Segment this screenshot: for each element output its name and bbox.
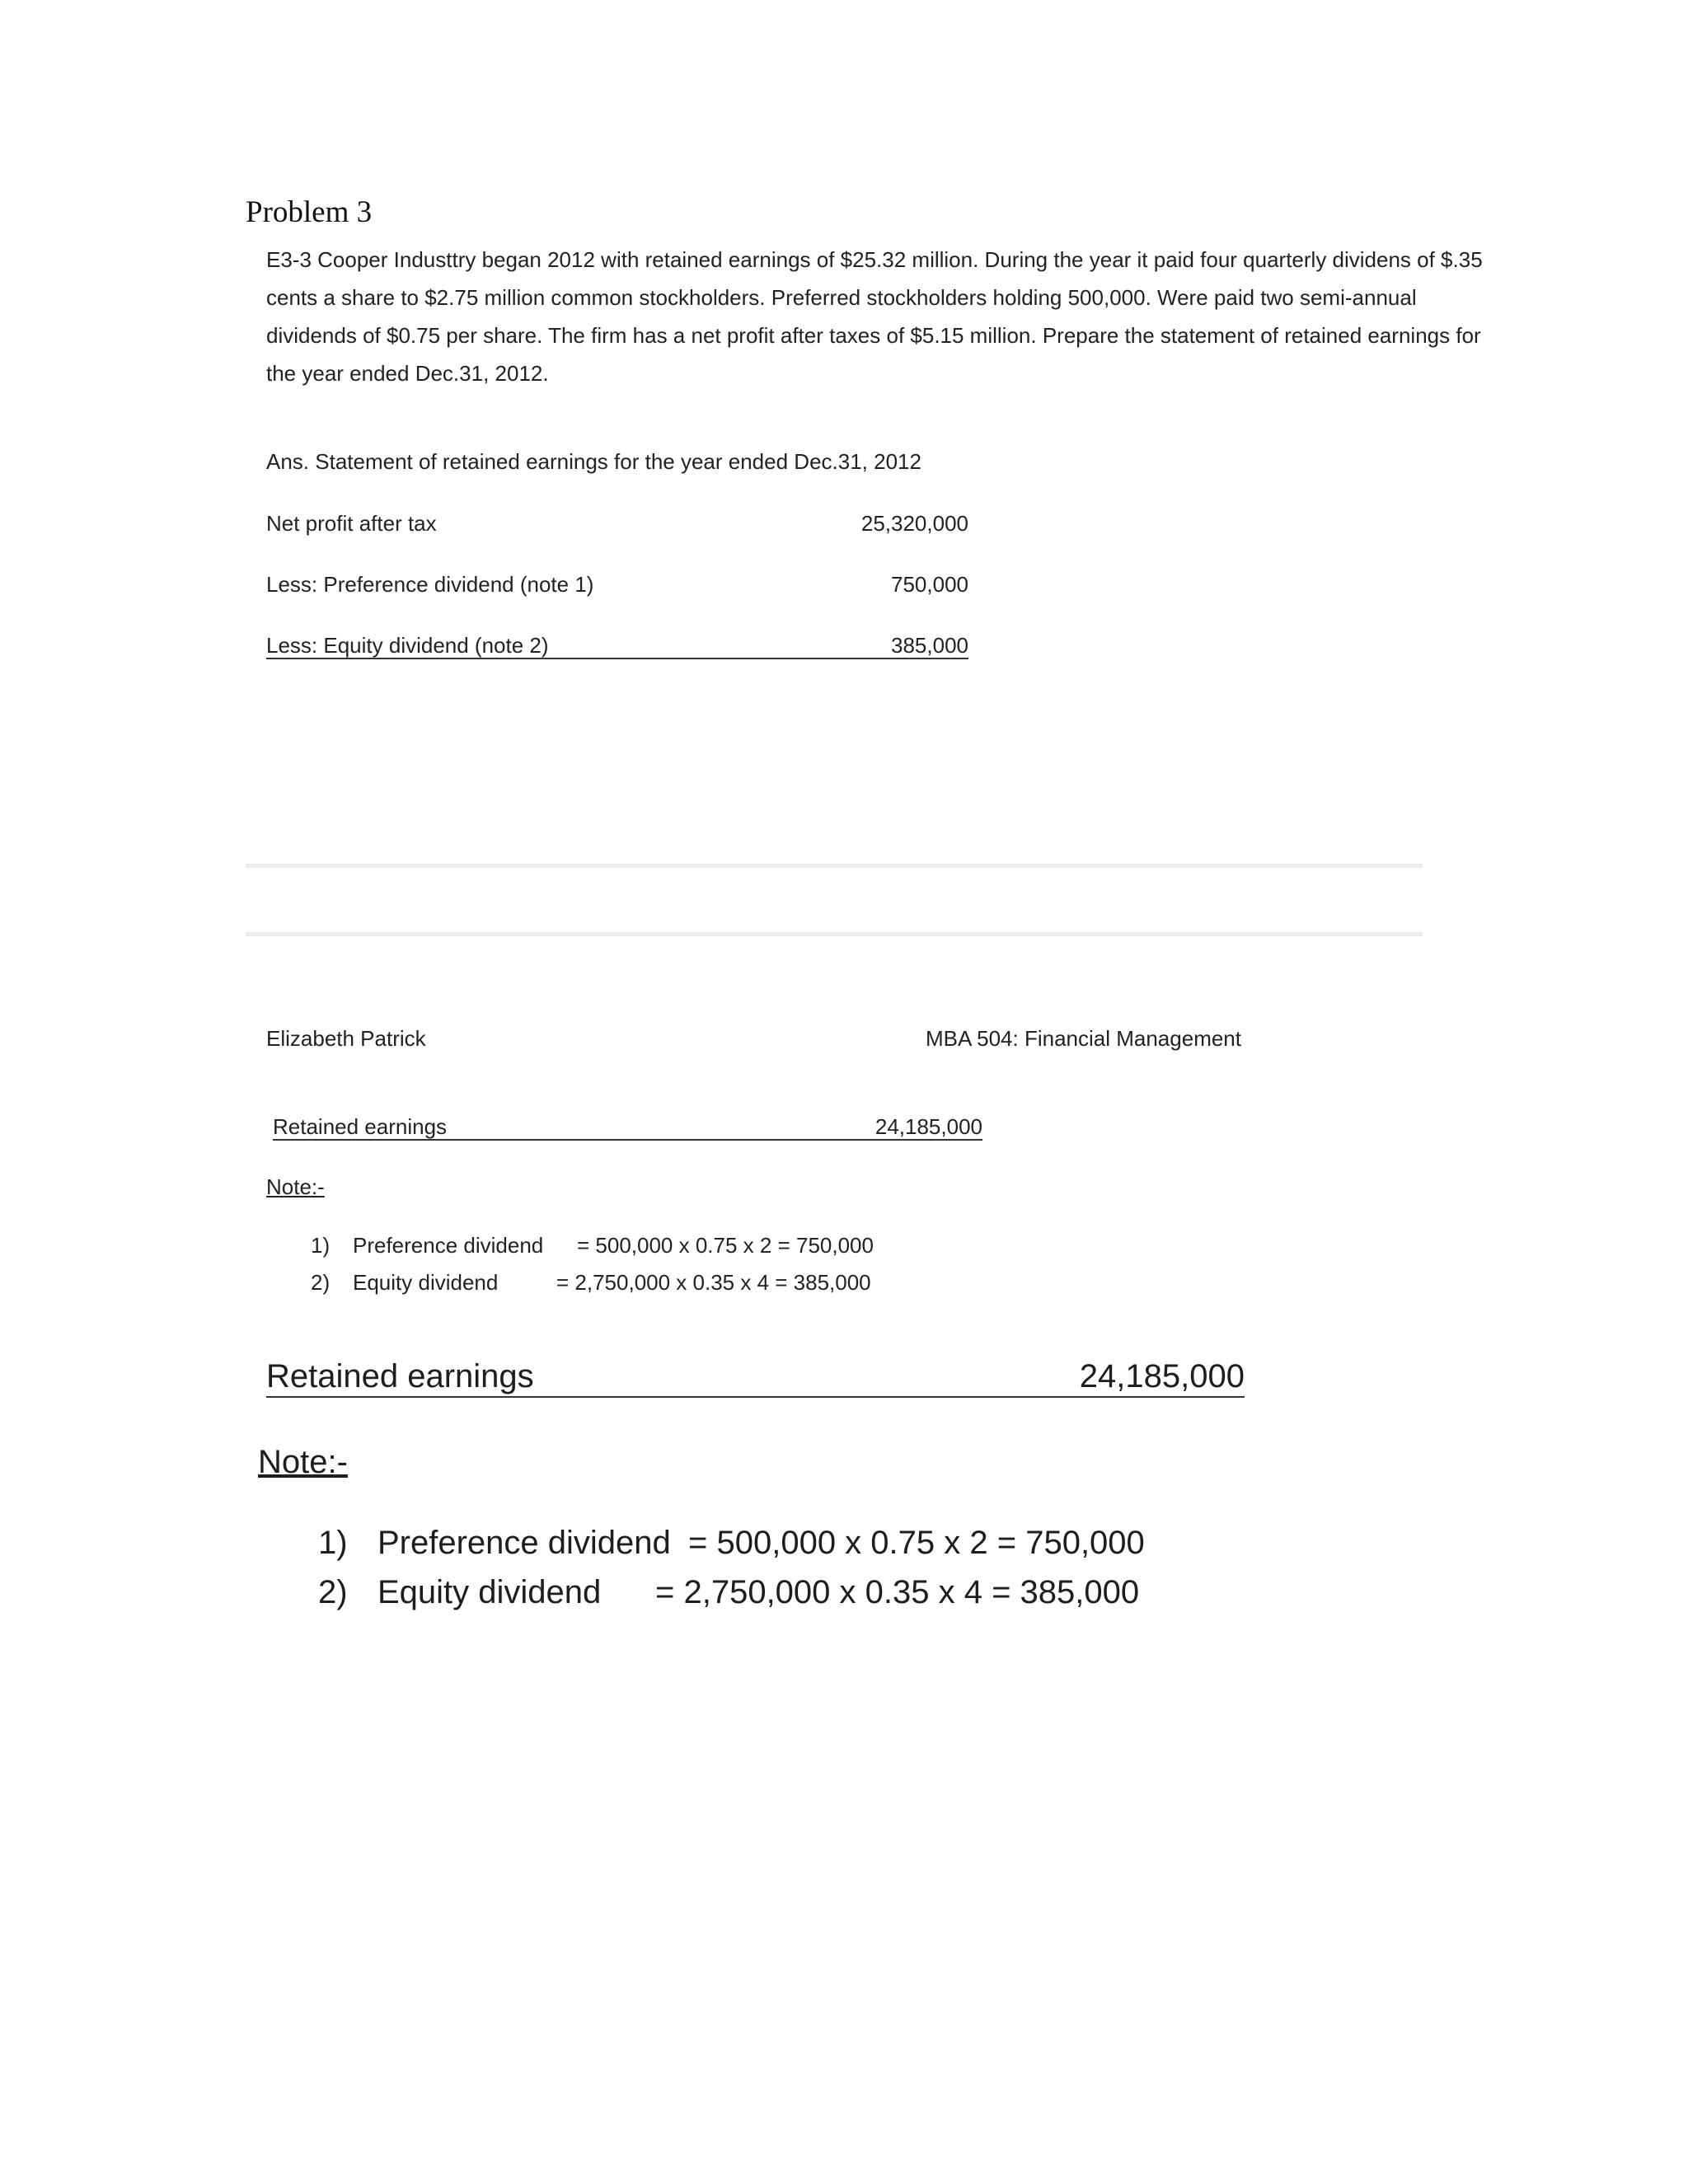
retained-earnings-value: 24,185,000 <box>874 1114 982 1139</box>
note-label-text: Preference dividend <box>353 1233 544 1258</box>
problem-text: E3-3 Cooper Industtry began 2012 with retained earnings of $25.32 million. During the year it paid four quarterly dividens of $.35 cents a share to $2.75 million common stockholders. Preferred stockholders holding 500,000. Were paid two semi-annual dividends of $0.75 per share. The firm has a net profit after taxes of $5.15 million. Prepare the statement of retained earnings for the year ended Dec.31, 2012. <box>266 247 1483 386</box>
retained-underline-large <box>266 1396 1245 1398</box>
statement-row-label: Less: Equity dividend (note 2) <box>266 633 549 658</box>
note-calc-large: = 2,750,000 x 0.35 x 4 = 385,000 <box>655 1574 1140 1610</box>
note-number-large: 2) <box>318 1574 348 1610</box>
statement-row-label: Net profit after tax <box>266 511 437 536</box>
statement-row-value: 25,320,000 <box>860 511 968 536</box>
note-label: Note:- <box>266 1174 325 1199</box>
statement-row-label: Less: Preference dividend (note 1) <box>266 572 594 597</box>
statement-underline <box>266 658 968 659</box>
retained-earnings-label-large: Retained earnings <box>266 1358 534 1394</box>
note-label-text-large: Equity dividend <box>377 1574 602 1610</box>
header-author: Elizabeth Patrick <box>266 1026 426 1051</box>
note-calc-large: = 500,000 x 0.75 x 2 = 750,000 <box>688 1525 1145 1561</box>
statement-row-value: 385,000 <box>891 633 968 658</box>
note-number: 1) <box>311 1233 331 1258</box>
page-separator <box>246 864 1423 868</box>
note-label-text: Equity dividend <box>353 1270 499 1295</box>
note-number: 2) <box>311 1270 331 1295</box>
answer-heading: Ans. Statement of retained earnings for the year ended Dec.31, 2012 <box>266 449 921 474</box>
retained-earnings-label: Retained earnings <box>273 1114 448 1139</box>
retained-earnings-value-large: 24,185,000 <box>1079 1358 1245 1394</box>
note-number-large: 1) <box>318 1525 348 1561</box>
header-course: MBA 504: Financial Management <box>926 1026 1241 1051</box>
note-label-large: Note:- <box>258 1444 348 1480</box>
retained-underline <box>273 1139 982 1141</box>
note-label-text-large: Preference dividend <box>377 1525 671 1561</box>
note-calc: = 500,000 x 0.75 x 2 = 750,000 <box>577 1233 874 1258</box>
page-separator <box>246 932 1423 936</box>
problem-title: Problem 3 <box>246 195 373 229</box>
note-calc: = 2,750,000 x 0.35 x 4 = 385,000 <box>556 1270 871 1295</box>
statement-row-value: 750,000 <box>891 572 968 597</box>
